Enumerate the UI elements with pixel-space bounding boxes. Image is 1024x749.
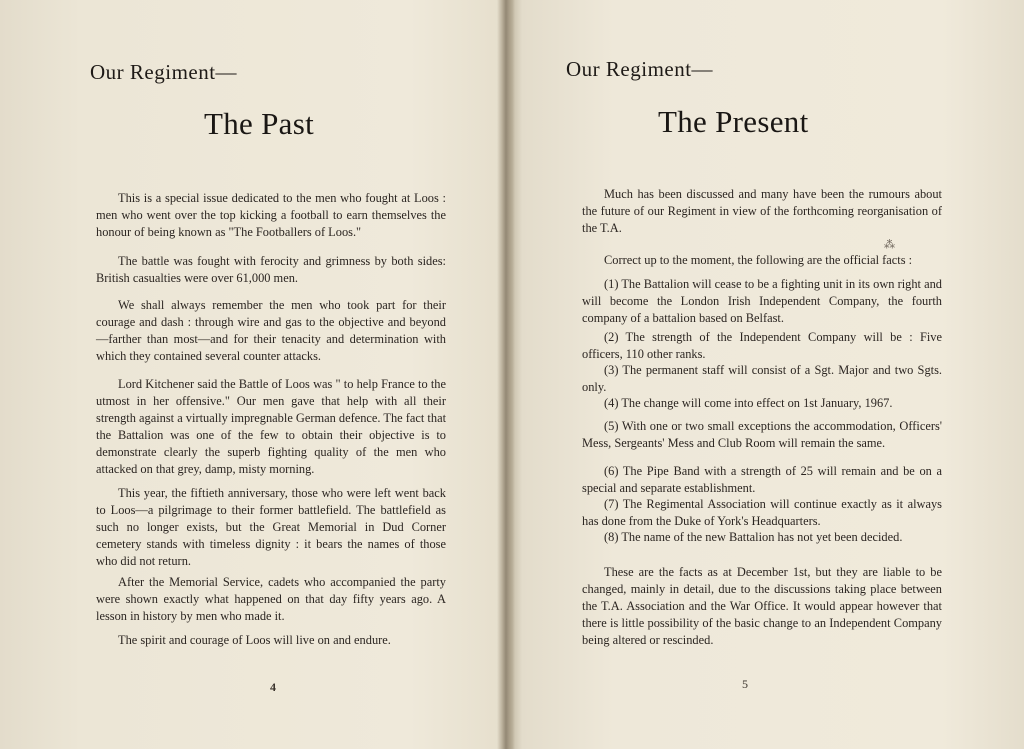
left-paragraph-7: The spirit and courage of Loos will live on and endure. bbox=[118, 633, 391, 647]
fact-2: (2) The strength of the Independent Company will be : Five officers, 110 other ranks. bbox=[582, 330, 942, 361]
left-paragraph-2: The battle was fought with ferocity and grimness by both sides: British casualties were over 61,000 men. bbox=[96, 254, 446, 285]
fact-block-7 bbox=[582, 496, 942, 530]
right-intro-block bbox=[582, 186, 942, 237]
right-lead: Correct up to the moment, the following are the official facts : bbox=[604, 253, 913, 267]
fact-block-5 bbox=[582, 418, 942, 452]
left-body-block-4 bbox=[96, 376, 446, 478]
right-title: The Present bbox=[658, 104, 809, 139]
left-body bbox=[96, 190, 446, 241]
left-body-block-3 bbox=[96, 297, 446, 365]
fact-4: (4) The change will come into effect on 1st January, 1967. bbox=[604, 396, 893, 410]
left-paragraph-3: We shall always remember the men who took part for their courage and dash : through wire and gas to the objective and beyond—farther than most—and for their tenacity and determination with which they contained several counter attacks. bbox=[96, 298, 446, 363]
left-page-number: 4 bbox=[270, 680, 276, 694]
left-kicker: Our Regiment— bbox=[90, 60, 238, 84]
right-lead-block bbox=[582, 252, 942, 269]
right-page bbox=[512, 0, 1024, 749]
right-kicker: Our Regiment— bbox=[566, 57, 714, 81]
left-page bbox=[0, 0, 500, 749]
left-paragraph-5: This year, the fiftieth anniversary, those who were left went back to Loos—a pilgrimage to their former battlefield. The battlefield as such no longer exists, but the Great Memorial in Dud Corner cemetery stands with timeless dignity : it bears the names of those who did not return. bbox=[96, 486, 446, 568]
right-closing-block bbox=[582, 564, 942, 649]
fact-block-4 bbox=[582, 395, 942, 412]
right-intro: Much has been discussed and many have been the rumours about the future of our Regiment in view of the forthcoming reorganisation of the T.A. bbox=[582, 187, 942, 235]
fact-7: (7) The Regimental Association will continue exactly as it always has done from the Duke of York's Headquarters. bbox=[582, 497, 942, 528]
fact-block-2 bbox=[582, 329, 942, 363]
fact-block-8 bbox=[582, 529, 942, 546]
fact-8: (8) The name of the new Battalion has not yet been decided. bbox=[604, 530, 903, 544]
fact-3: (3) The permanent staff will consist of a Sgt. Major and two Sgts. only. bbox=[582, 363, 942, 394]
fact-block-1 bbox=[582, 276, 942, 327]
small-ornament-mark: ⁂ bbox=[884, 239, 895, 251]
fact-block-6 bbox=[582, 463, 942, 497]
fact-1: (1) The Battalion will cease to be a fighting unit in its own right and will become the London Irish Independent Company, the fourth company of a battalion based on Belfast. bbox=[582, 277, 942, 325]
left-paragraph-4: Lord Kitchener said the Battle of Loos was " to help France to the utmost in her offensive." Our men gave that help with all their strength against a virtually impregnable German defence. The fact that the Battalion was one of the few to obtain their objective is to demonstrate clearly the superb fighting quality of the men who attacked on that grey, damp, misty morning. bbox=[96, 377, 447, 476]
left-body-block-2 bbox=[96, 253, 446, 287]
left-body-block-7 bbox=[96, 632, 446, 649]
left-body-block-5 bbox=[96, 485, 446, 570]
fact-6: (6) The Pipe Band with a strength of 25 will remain and be on a special and separate establishment. bbox=[582, 464, 942, 495]
left-title: The Past bbox=[204, 106, 315, 141]
right-page-number: 5 bbox=[742, 677, 748, 691]
left-body-block-6 bbox=[96, 574, 446, 625]
fact-block-3 bbox=[582, 362, 942, 396]
left-paragraph-1: This is a special issue dedicated to the men who fought at Loos : men who went over the top kicking a football to earn themselves the honour of being known as "The Footballers of Loos." bbox=[96, 191, 446, 239]
right-closing: These are the facts as at December 1st, but they are liable to be changed, mainly in detail, due to the discussions taking place between the T.A. Association and the War Office. It would appear however that there is little possibility of the basic change to an Independent Company being altered or rescinded. bbox=[582, 565, 942, 647]
fact-5: (5) With one or two small exceptions the accommodation, Officers' Mess, Sergeants' Mess and Club Room will remain the same. bbox=[582, 419, 942, 450]
left-paragraph-6: After the Memorial Service, cadets who accompanied the party were shown exactly what happened on that day fifty years ago. A lesson in history by men who made it. bbox=[96, 575, 446, 623]
